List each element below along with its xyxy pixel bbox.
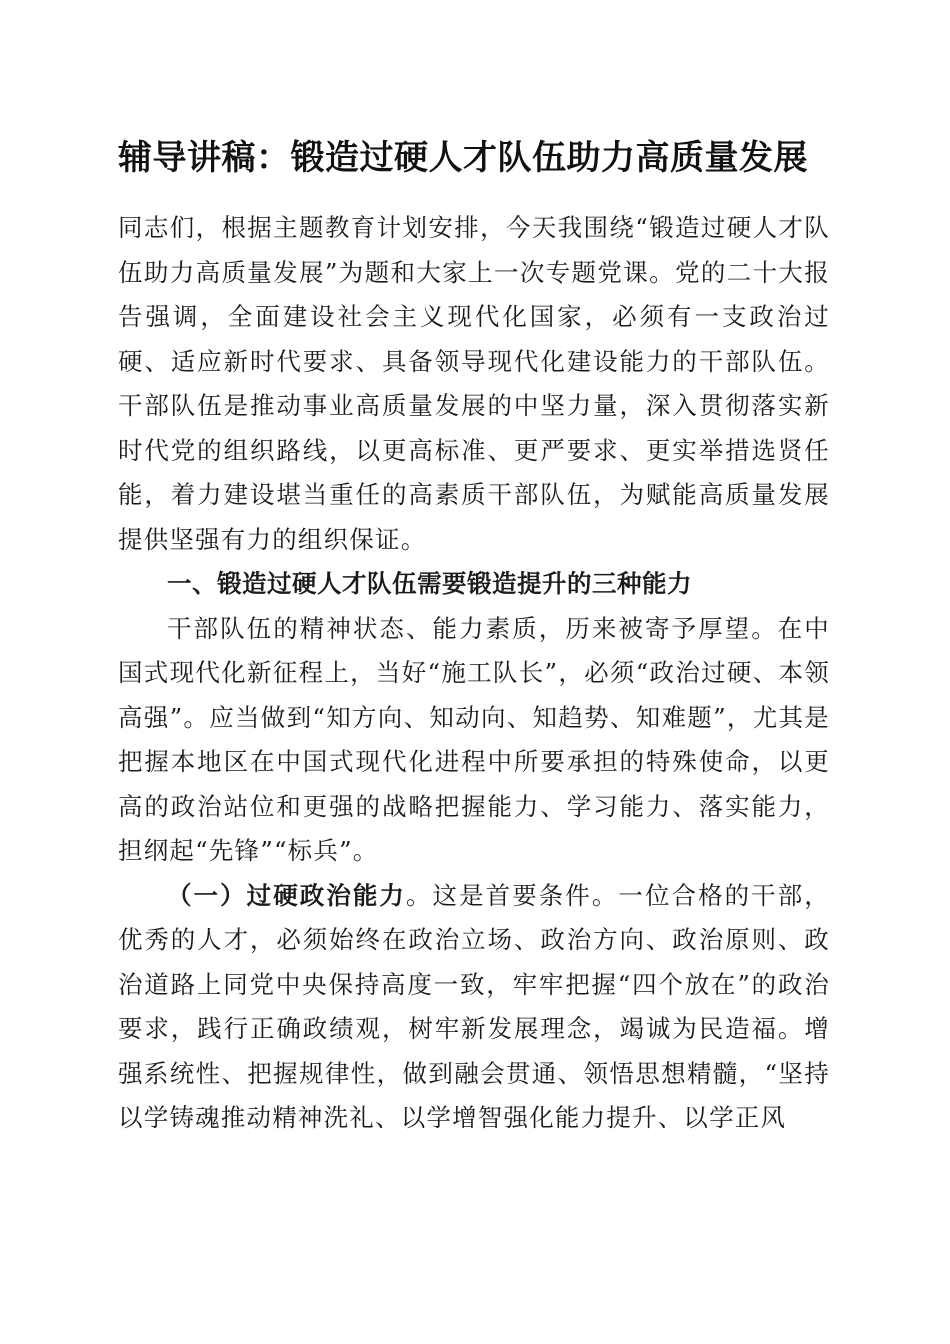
subsection-heading-1: （一）过硬政治能力 <box>167 880 406 910</box>
section-1-paragraph: 干部队伍的精神状态、能力素质，历来被寄予厚望。在中国式现代化新征程上，当好“施工队长”，必须“政治过硬、本领高强”。应当做到“知方向、知动向、知趋势、知难题”，尤其是把握本地区在中国式现代化进程中所要承担的特殊使命，以更高的政治站位和更强的战略把握能力、学习能力、落实能力，担纲起“先锋”“标兵”。 <box>118 613 830 865</box>
document-title: 辅导讲稿：锻造过硬人才队伍助力高质量发展 <box>118 138 808 178</box>
subsection-1-paragraph <box>118 874 830 1141</box>
subsection-1-text: 。这是首要条件。一位合格的干部，优秀的人才，必须始终在政治立场、政治方向、政治原则、政治道路上同党中央保持高度一致，牢牢把握“四个放在”的政治要求，践行正确政绩观，树牢新发展理念，竭诚为民造福。增强系统性、把握规律性，做到融会贯通、领悟思想精髓，“坚持以学铸魂推动精神洗礼、以学增智强化能力提升、以学正风 <box>118 880 830 1132</box>
intro-paragraph: 同志们，根据主题教育计划安排，今天我围绕“锻造过硬人才队伍助力高质量发展”为题和大家上一次专题党课。党的二十大报告强调，全面建设社会主义现代化国家，必须有一支政治过硬、适应新时代要求、具备领导现代化建设能力的干部队伍。干部队伍是推动事业高质量发展的中坚力量，深入贯彻落实新时代党的组织路线，以更高标准、更严要求、更实举措选贤任能，着力建设堪当重任的高素质干部队伍，为赋能高质量发展提供坚强有力的组织保证。 <box>118 213 830 554</box>
document-body <box>118 206 830 1141</box>
section-heading-1: 一、锻造过硬人才队伍需要锻造提升的三种能力 <box>167 569 692 598</box>
